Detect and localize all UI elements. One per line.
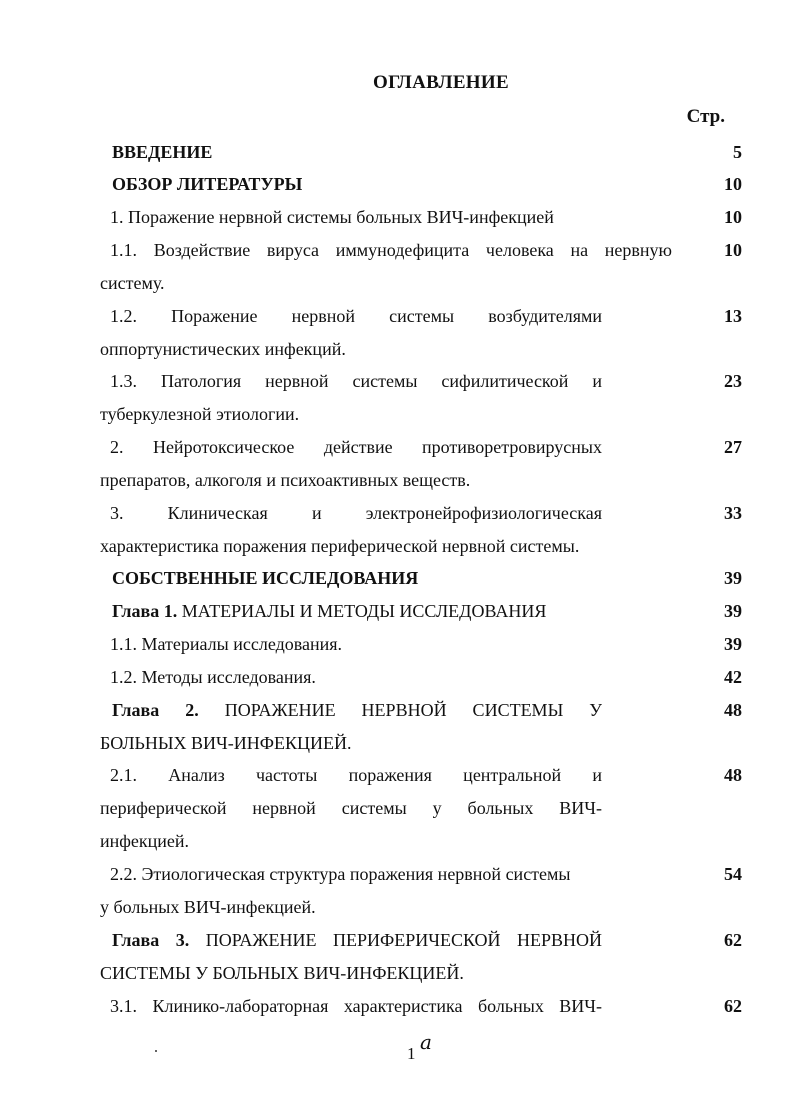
toc-page-number: 62: [724, 930, 742, 950]
toc-entry-chapter-1: [100, 600, 602, 622]
toc-page-number: 39: [724, 634, 742, 654]
toc-page-number: 39: [724, 568, 742, 588]
toc-entry-continuation: БОЛЬНЫХ ВИЧ-ИНФЕКЦИЕЙ.: [100, 733, 352, 753]
page-title: ОГЛАВЛЕНИЕ: [373, 72, 509, 93]
toc-page-number: 27: [724, 437, 742, 457]
toc-entry-continuation: у больных ВИЧ-инфекцией.: [100, 897, 316, 917]
toc-entry-continuation: периферической нервной системы у больных ВИЧ-: [100, 798, 602, 818]
toc-entry-continuation: туберкулезной этиологии.: [100, 404, 300, 424]
toc-entry: 1.2. Поражение нервной системы возбудителями: [110, 306, 602, 326]
toc-entry-continuation: оппортунистических инфекций.: [100, 339, 346, 359]
toc-page-number: 42: [724, 667, 742, 687]
toc-entry-continuation: СИСТЕМЫ У БОЛЬНЫХ ВИЧ-ИНФЕКЦИЕЙ.: [100, 963, 464, 983]
toc-entry: 2.1. Анализ частоты поражения центральной и: [110, 765, 602, 785]
toc-entry-continuation: препаратов, алкоголя и психоактивных веществ.: [100, 470, 471, 490]
toc-entry-continuation: характеристика поражения периферической нервной системы.: [100, 536, 580, 556]
footer-page-number: 1: [407, 1044, 416, 1063]
toc-entry-own-research: СОБСТВЕННЫЕ ИССЛЕДОВАНИЯ: [112, 568, 419, 588]
toc-entry-literature-review: ОБЗОР ЛИТЕРАТУРЫ: [112, 174, 303, 194]
page-column-header: Стр.: [686, 106, 725, 127]
toc-page-number: 48: [724, 765, 742, 785]
toc-entry-continuation: систему.: [100, 273, 165, 293]
toc-entry: 3. Клиническая и электронейрофизиологическая: [110, 503, 602, 523]
toc-entry-chapter-2: [100, 699, 602, 721]
toc-entry: 1.1. Воздействие вируса иммунодефицита человека на нервную: [110, 240, 672, 260]
toc-entry: 1.1. Материалы исследования.: [110, 634, 343, 654]
chapter-title: ПОРАЖЕНИЕ НЕРВНОЙ СИСТЕМЫ У: [198, 700, 603, 720]
toc-entry-introduction: ВВЕДЕНИЕ: [112, 142, 213, 162]
handwritten-mark: а: [420, 1030, 432, 1054]
toc-page-number: 13: [724, 306, 742, 326]
toc-page-number: 54: [724, 864, 742, 884]
toc-page-number: 33: [724, 503, 742, 523]
toc-page-number: 10: [724, 240, 742, 260]
toc-page-number: 39: [724, 601, 742, 621]
toc-page-number: 48: [724, 700, 742, 720]
toc-entry: 2.2. Этиологическая структура поражения нервной системы: [110, 864, 571, 884]
toc-entry-chapter-3: [100, 929, 602, 951]
toc-entry: 1. Поражение нервной системы больных ВИЧ-инфекцией: [110, 207, 554, 227]
toc-page-number: 23: [724, 371, 742, 391]
toc-page-number: 10: [724, 174, 742, 194]
chapter-title: МАТЕРИАЛЫ И МЕТОДЫ ИССЛЕДОВАНИЯ: [177, 601, 547, 621]
toc-entry: 3.1. Клинико-лабораторная характеристика больных ВИЧ-: [110, 996, 602, 1016]
toc-entry-continuation: инфекцией.: [100, 831, 190, 851]
toc-page-number: 5: [733, 142, 742, 162]
chapter-label: Глава 2.: [112, 700, 199, 720]
toc-entry: 1.3. Патология нервной системы сифилитической и: [110, 371, 602, 391]
toc-entry: 1.2. Методы исследования.: [110, 667, 316, 687]
chapter-label: Глава 1.: [112, 601, 178, 621]
toc-entry: 2. Нейротоксическое действие противоретровирусных: [110, 437, 602, 457]
chapter-title: ПОРАЖЕНИЕ ПЕРИФЕРИЧЕСКОЙ НЕРВНОЙ: [189, 930, 602, 950]
toc-page-number: 10: [724, 207, 742, 227]
chapter-label: Глава 3.: [112, 930, 190, 950]
scan-speck: [155, 1050, 157, 1052]
toc-page-number: 62: [724, 996, 742, 1016]
